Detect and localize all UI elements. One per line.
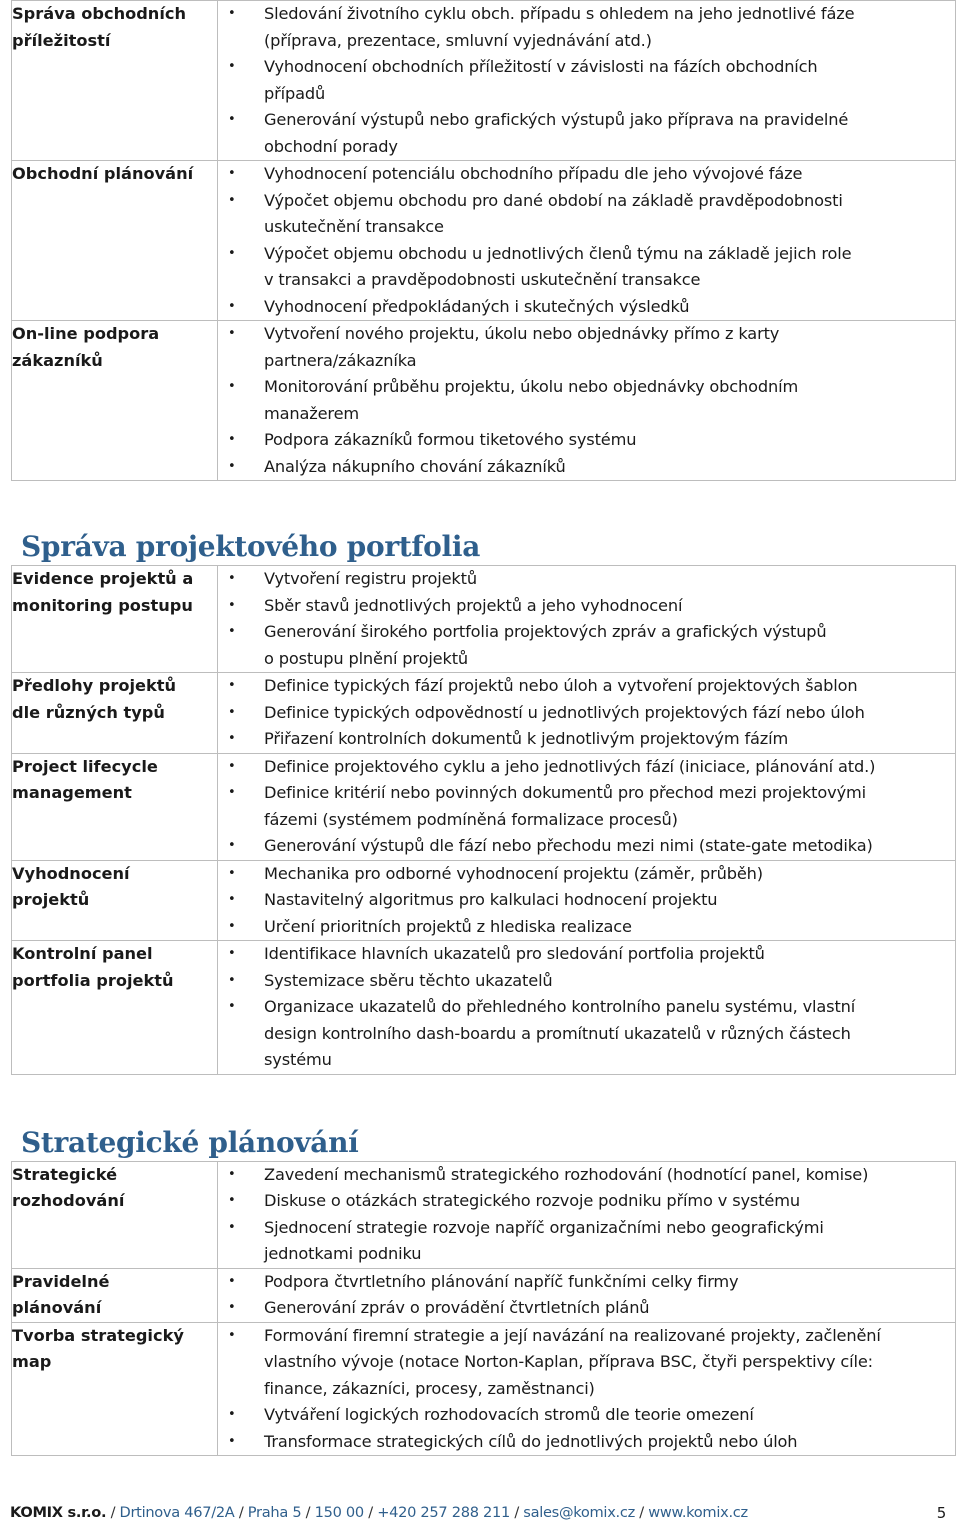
table-row (12, 1161, 956, 1268)
list-item: • Transformace strategických cílů do jednotlivých projektů nebo úloh (218, 1429, 955, 1456)
features-table-crm (11, 0, 956, 481)
row-features (218, 941, 956, 1075)
row-label: Vyhodnocení projektů (12, 860, 218, 941)
row-label: Obchodní plánování (12, 161, 218, 321)
bullet-list (218, 861, 955, 941)
list-item: • Vytvoření nového projektu, úkolu nebo objednávky přímo z karty partnera/zákazníka (218, 321, 955, 374)
footer-separator: / (305, 1504, 311, 1521)
row-label: Kontrolní panel portfolia projektů (12, 941, 218, 1075)
bullet-list (218, 1, 955, 160)
list-item: • Generování širokého portfolia projektových zpráv a grafických výstupů o postupu plnění projektů (218, 619, 955, 672)
table-row (12, 673, 956, 754)
list-item: • Diskuse o otázkách strategického rozvoje podniku přímo v systému (218, 1188, 955, 1215)
list-item: • Podpora zákazníků formou tiketového systému (218, 427, 955, 454)
list-item: • Výpočet objemu obchodu pro dané období na základě pravděpodobnosti uskutečnění transakce (218, 188, 955, 241)
list-item: • Vyhodnocení předpokládaných i skutečných výsledků (218, 294, 955, 321)
row-features (218, 1, 956, 161)
footer-website[interactable]: www.komix.cz (648, 1504, 748, 1521)
row-features (218, 161, 956, 321)
list-item: • Monitorování průběhu projektu, úkolu nebo objednávky obchodním manažerem (218, 374, 955, 427)
table-row (12, 161, 956, 321)
row-label: Project lifecycle management (12, 753, 218, 860)
row-features (218, 1161, 956, 1268)
list-item: • Podpora čtvrtletního plánování napříč funkčními celky firmy (218, 1269, 955, 1296)
row-features (218, 1322, 956, 1456)
row-label: Tvorba strategický map (12, 1322, 218, 1456)
list-item: • Definice typických odpovědností u jednotlivých projektových fází nebo úloh (218, 700, 955, 727)
row-label: Pravidelné plánování (12, 1268, 218, 1322)
footer-phone: +420 257 288 211 (377, 1504, 510, 1521)
table-row (12, 941, 956, 1075)
list-item: • Výpočet objemu obchodu u jednotlivých členů týmu na základě jejich role v transakci a pravděpodobnosti uskutečnění transakce (218, 241, 955, 294)
bullet-list (218, 1162, 955, 1268)
row-label: Strategické rozhodování (12, 1161, 218, 1268)
list-item: • Definice typických fází projektů nebo úloh a vytvoření projektových šablon (218, 673, 955, 700)
list-item: • Sledování životního cyklu obch. případu s ohledem na jeho jednotlivé fáze (příprava, prezentace, smluvní vyjednávání atd.) (218, 1, 955, 54)
list-item: • Identifikace hlavních ukazatelů pro sledování portfolia projektů (218, 941, 955, 968)
page-footer (10, 1501, 946, 1525)
list-item: • Zavedení mechanismů strategického rozhodování (hodnotící panel, komise) (218, 1162, 955, 1189)
row-features (218, 1268, 956, 1322)
footer-separator: / (368, 1504, 373, 1521)
list-item: • Analýza nákupního chování zákazníků (218, 454, 955, 481)
footer-city: Praha 5 (247, 1504, 302, 1521)
bullet-list (218, 673, 955, 753)
bullet-list (218, 161, 955, 320)
list-item: • Vytvoření registru projektů (218, 566, 955, 593)
footer-separator: / (238, 1504, 244, 1521)
list-item: • Vyhodnocení obchodních příležitostí v závislosti na fázích obchodních případů (218, 54, 955, 107)
document-page (11, 0, 955, 1456)
table-row (12, 1268, 956, 1322)
footer-email[interactable]: sales@komix.cz (523, 1504, 635, 1521)
list-item: • Generování zpráv o provádění čtvrtletních plánů (218, 1295, 955, 1322)
section-heading-portfolio: Správa projektového portfolia (21, 530, 481, 563)
list-item: • Vytváření logických rozhodovacích stromů dle teorie omezení (218, 1402, 955, 1429)
page-number: 5 (936, 1504, 946, 1522)
row-label: Předlohy projektů dle různých typů (12, 673, 218, 754)
list-item: • Organizace ukazatelů do přehledného kontrolního panelu systému, vlastní design kontrolního dash-boardu a promítnutí ukazatelů v různých částech systému (218, 994, 955, 1074)
section-heading-strategic: Strategické plánování (21, 1125, 359, 1159)
footer-separator: / (639, 1504, 644, 1521)
list-item: • Přiřazení kontrolních dokumentů k jednotlivým projektovým fázím (218, 726, 955, 753)
list-item: • Sběr stavů jednotlivých projektů a jeho vyhodnocení (218, 593, 955, 620)
row-features (218, 321, 956, 481)
row-features (218, 566, 956, 673)
features-table-portfolio (11, 565, 956, 1075)
list-item: • Vyhodnocení potenciálu obchodního případu dle jeho vývojové fáze (218, 161, 955, 188)
row-label: On-line podpora zákazníků (12, 321, 218, 481)
bullet-list (218, 321, 955, 480)
list-item: • Definice projektového cyklu a jeho jednotlivých fází (iniciace, plánování atd.) (218, 754, 955, 781)
features-table-strategic (11, 1161, 956, 1457)
table-row (12, 321, 956, 481)
row-features (218, 860, 956, 941)
table-row (12, 753, 956, 860)
row-features (218, 753, 956, 860)
row-label: Evidence projektů a monitoring postupu (12, 566, 218, 673)
list-item: • Definice kritérií nebo povinných dokumentů pro přechod mezi projektovými fázemi (systémem podmíněná formalizace procesů) (218, 780, 955, 833)
table-row (12, 566, 956, 673)
bullet-list (218, 941, 955, 1074)
table-row (12, 1322, 956, 1456)
bullet-list (218, 754, 955, 860)
list-item: • Sjednocení strategie rozvoje napříč organizačními nebo geografickými jednotkami podniku (218, 1215, 955, 1268)
footer-postcode: 150 00 (314, 1504, 364, 1521)
bullet-list (218, 566, 955, 672)
footer-separator: / (514, 1504, 519, 1521)
footer-company: KOMIX s.r.o. (10, 1504, 107, 1521)
table-row (12, 1, 956, 161)
row-label: Správa obchodních příležitostí (12, 1, 218, 161)
footer-address: Drtinova 467/2A (119, 1504, 235, 1521)
footer-separator: / (110, 1504, 116, 1521)
bullet-list (218, 1323, 955, 1456)
list-item: • Generování výstupů dle fází nebo přechodu mezi nimi (state-gate metodika) (218, 833, 955, 860)
list-item: • Generování výstupů nebo grafických výstupů jako příprava na pravidelné obchodní porady (218, 107, 955, 160)
row-features (218, 673, 956, 754)
table-row (12, 860, 956, 941)
list-item: • Systemizace sběru těchto ukazatelů (218, 968, 955, 995)
list-item: • Mechanika pro odborné vyhodnocení projektu (záměr, průběh) (218, 861, 955, 888)
bullet-list (218, 1269, 955, 1322)
list-item: • Určení prioritních projektů z hlediska realizace (218, 914, 955, 941)
list-item: • Formování firemní strategie a její navázání na realizované projekty, začlenění vlastního vývoje (notace Norton-Kaplan, příprava BSC, čtyři perspektivy cíle: finance, zákazníci, procesy, zaměstnanci) (218, 1323, 955, 1403)
list-item: • Nastavitelný algoritmus pro kalkulaci hodnocení projektu (218, 887, 955, 914)
